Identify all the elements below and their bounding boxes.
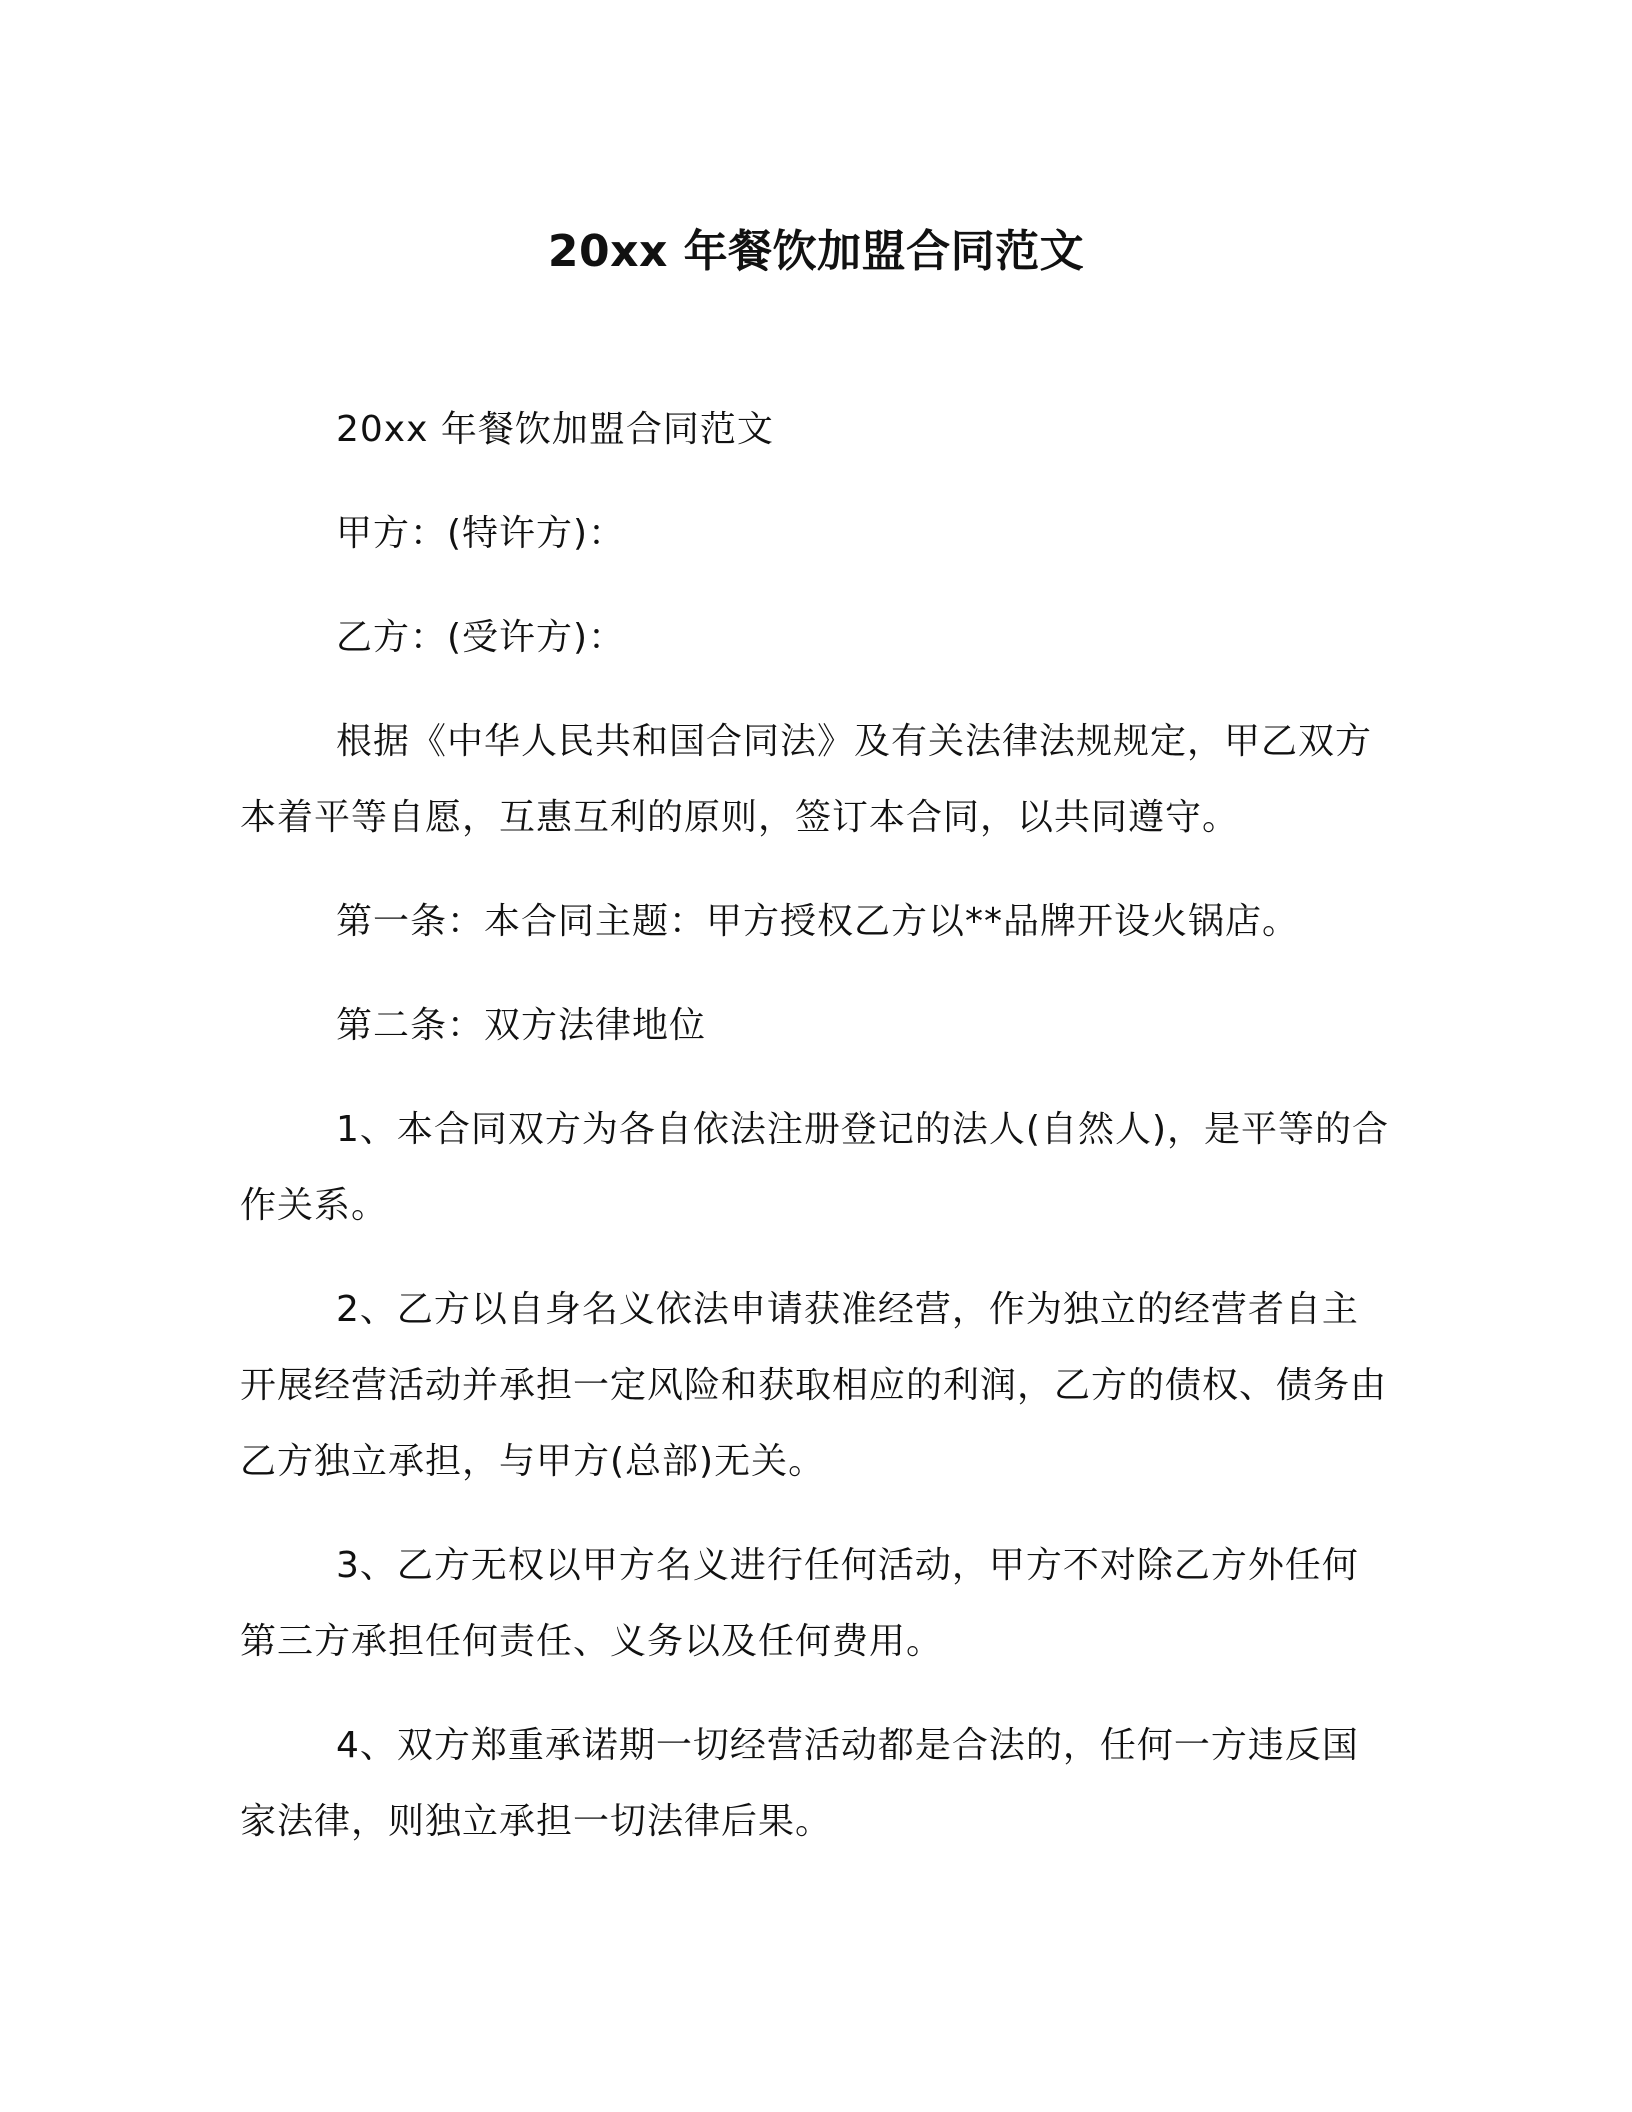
paragraph-clause-2: 2、乙方以自身名义依法申请获准经营，作为独立的经营者自主开展经营活动并承担一定风险和获取相应的利润，乙方的债权、债务由乙方独立承担，与甲方(总部)无关。 [240,1289,1388,1482]
paragraph-clause-1: 1、本合同双方为各自依法注册登记的法人(自然人)，是平等的合作关系。 [240,1109,1389,1226]
document-body [240,392,1390,1860]
paragraph-preamble: 根据《中华人民共和国合同法》及有关法律法规规定，甲乙双方本着平等自愿，互惠互利的原则，签订本合同，以共同遵守。 [240,721,1373,838]
paragraph-article-2: 第二条：双方法律地位 [336,1005,707,1046]
paragraph-heading: 20xx 年餐饮加盟合同范文 [336,409,774,450]
paragraph-clause-4: 4、双方郑重承诺期一切经营活动都是合法的，任何一方违反国家法律，则独立承担一切法律后果。 [240,1725,1359,1842]
document-title: 20xx 年餐饮加盟合同范文 [547,226,1085,277]
paragraph-clause-3: 3、乙方无权以甲方名义进行任何活动，甲方不对除乙方外任何第三方承担任何责任、义务以及任何费用。 [240,1545,1359,1662]
paragraph-party-a: 甲方：(特许方)： [336,513,626,554]
paragraph-party-b: 乙方：(受许方)： [336,617,626,658]
paragraph-article-1: 第一条：本合同主题：甲方授权乙方以**品牌开设火锅店。 [336,901,1300,942]
